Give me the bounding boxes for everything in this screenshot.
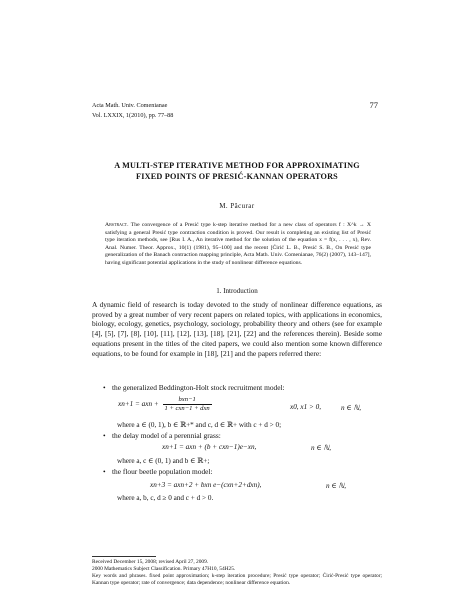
model-description: the delay model of a perennial grass: [112, 431, 221, 440]
bullet-icon: • [103, 383, 106, 392]
msc-classification: 2000 Mathematics Subject Classification. Primary 47H10, 54H25. [92, 566, 236, 572]
list-item [103, 467, 213, 476]
list-item [103, 431, 221, 440]
keywords: Key words and phrases. fixed point approximation; k-step iteration procedure; Presić type operator; Ćirić-Presić type operator; Kannan type operator; rate of convergence; data dependence; nonlinear difference equation. [92, 573, 382, 586]
paper-title [92, 160, 382, 182]
index-domain: n ∈ ℕ, [326, 482, 347, 490]
bullet-icon: • [103, 467, 106, 476]
abstract [105, 222, 371, 268]
received-date: Received December 15, 2008; revised April 27, 2009. [92, 559, 209, 565]
formula-fraction [163, 396, 212, 413]
title-line-1: A MULTI-STEP ITERATIVE METHOD FOR APPROXIMATING [114, 161, 360, 170]
formula-flour-beetle: xn+3 = axn+2 + bxn e−(cxn+2+dxn), [150, 481, 262, 489]
model-description: the flour beetle population model: [112, 467, 213, 476]
formula-perennial-grass: xn+1 = axn + (b + cxn−1)e−xn, [162, 443, 257, 451]
footnotes [92, 559, 382, 587]
initial-condition: x0, x1 > 0, [290, 403, 321, 411]
author-name: M. Păcurar [219, 203, 255, 210]
journal-volume: Vol. LXXIX, 1(2010), pp. 77–88 [92, 112, 174, 119]
title-line-2: FIXED POINTS OF PRESIĆ-KANNAN OPERATORS [136, 172, 338, 181]
intro-paragraph: A dynamic field of research is today devoted to the study of nonlinear difference equations, as proved by a great number of very recent papers on related topics, with applications in economics, biology, ecology, genetics, psychology, sociology, probability theory and others (see for example [4], [5], [7], [8], [10], [11], [12], [13], [18], [21], [22] and the references therein). Beside some equations present in the titles of the cited papers, we could also mention some known difference equations, to be found for example in [18], [21] and the papers referred there: [92, 300, 382, 358]
parameter-conditions: where a, c ∈ (0, 1) and b ∈ ℝ+; [117, 457, 210, 465]
formula-beddington-holt [118, 396, 214, 413]
model-description: the generalized Beddington-Holt stock recruitment model: [112, 383, 285, 392]
footnote-rule [92, 556, 156, 557]
abstract-text: The convergence of a Presić type k-step iterative method for a new class of operators f : X^k → X satisfying a general Presić type contraction condition is proved. Our result is completing an existing list of Presić type iteration methods, see [Rus I. A., An iterative method for the solution of the equation x = f(x, . . . , x), Rev. Anal. Numer. Theor. Approx., 10(1) (1981), 95–100] and the recent [Ćirić L. B., Presić S. B., On Presić type generalization of the Banach contraction mapping principle, Acta Math. Univ. Comenianae, 76(2) (2007), 143–147], having significant potential applications in the study of nonlinear difference equations. [105, 222, 371, 266]
index-domain: n ∈ ℕ, [311, 444, 332, 452]
fraction-numerator: bxn−1 [163, 396, 212, 405]
parameter-conditions: where a ∈ (0, 1), b ∈ ℝ+* and c, d ∈ ℝ+ with c + d > 0; [117, 421, 282, 429]
list-item [103, 383, 285, 392]
fraction-denominator: 1 + cxn−1 + dxn [164, 405, 210, 412]
page-number: 77 [369, 100, 378, 110]
journal-name: Acta Math. Univ. Comenianae [92, 102, 168, 109]
index-domain: n ∈ ℕ, [341, 404, 362, 412]
bullet-icon: • [103, 431, 106, 440]
journal-citation [92, 101, 173, 121]
section-heading: 1. Introduction [216, 287, 258, 295]
abstract-label: Abstract. [105, 222, 129, 228]
parameter-conditions: where a, b, c, d ≥ 0 and c + d > 0. [117, 494, 214, 502]
formula-lhs: xn+1 = axn + [118, 400, 159, 409]
